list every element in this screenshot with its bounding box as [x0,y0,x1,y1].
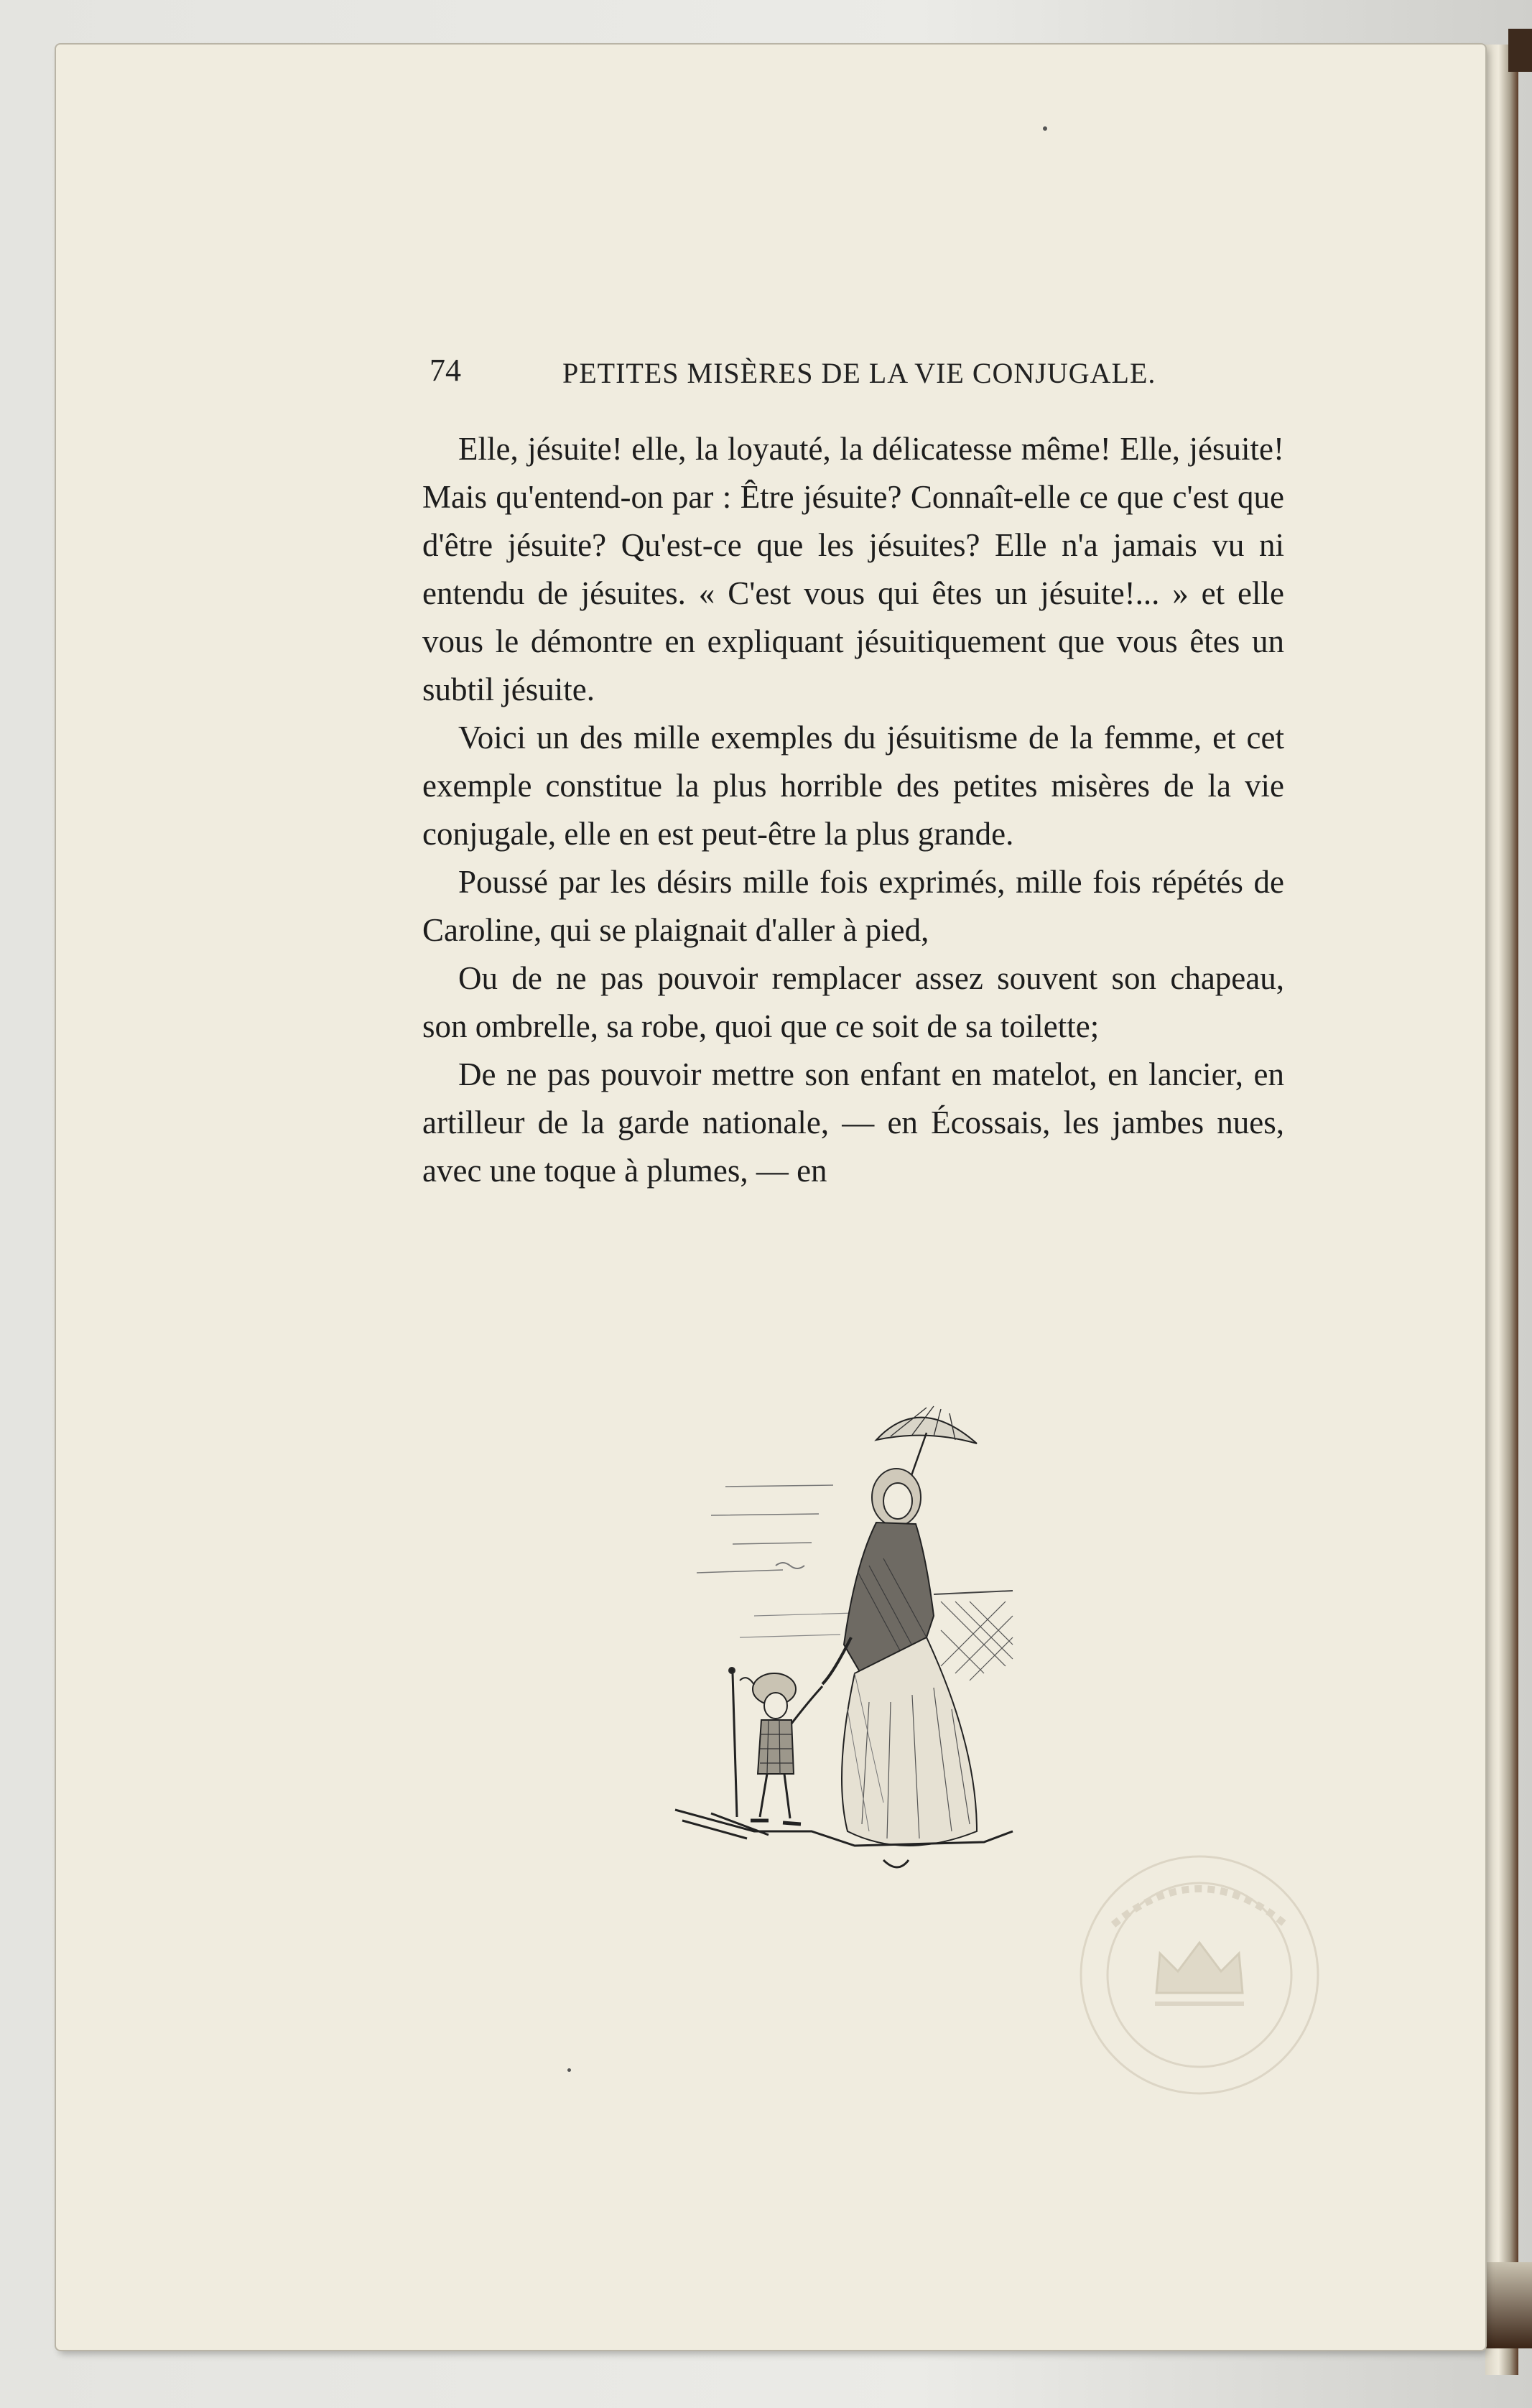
running-title: PETITES MISÈRES DE LA VIE CONJUGALE. [562,357,1156,389]
binding-edge-top [1508,29,1532,72]
paragraph: De ne pas pouvoir mettre son enfant en matelot, en lancier, en artilleur de la garde nationale, — en Écossais, les jambes nues, avec une toque à plumes, — en [422,1056,1284,1189]
page-header [430,352,1284,402]
paragraph: Elle, jésuite! elle, la loyauté, la délicatesse même! Elle, jésuite! Mais qu'entend-on par : Être jésuite? Connaît-elle ce que c'est que d'être jésuite? Qu'est-ce que les jésuites? Elle n'a jamais vu ni entendu de jésuites. « C'est vous qui êtes un jésuite!... » et elle vous le démontre en expliquant jésuitiquement que vous êtes un subtil jésuite. [422,431,1284,707]
body-text [422,425,1284,1195]
page-edge [1485,45,1518,2375]
woman-with-parasol-illustration [668,1400,1041,1882]
ink-speck [567,2068,571,2072]
library-stamp [1070,1846,1329,2104]
ink-speck [1043,126,1047,131]
paragraph: Voici un des mille exemples du jésuitisme de la femme, et cet exemple constitue la plus horrible des petites misères de la vie conjugale, elle en est peut-être la plus grande. [422,720,1284,852]
binding-edge-bottom [1481,2262,1532,2348]
page-number: 74 [430,353,461,388]
paragraph: Poussé par les désirs mille fois exprimés, mille fois répétés de Caroline, qui se plaignait d'aller à pied, [422,864,1284,948]
paragraph: Ou de ne pas pouvoir remplacer assez souvent son chapeau, son ombrelle, sa robe, quoi que ce soit de sa toilette; [422,960,1284,1044]
